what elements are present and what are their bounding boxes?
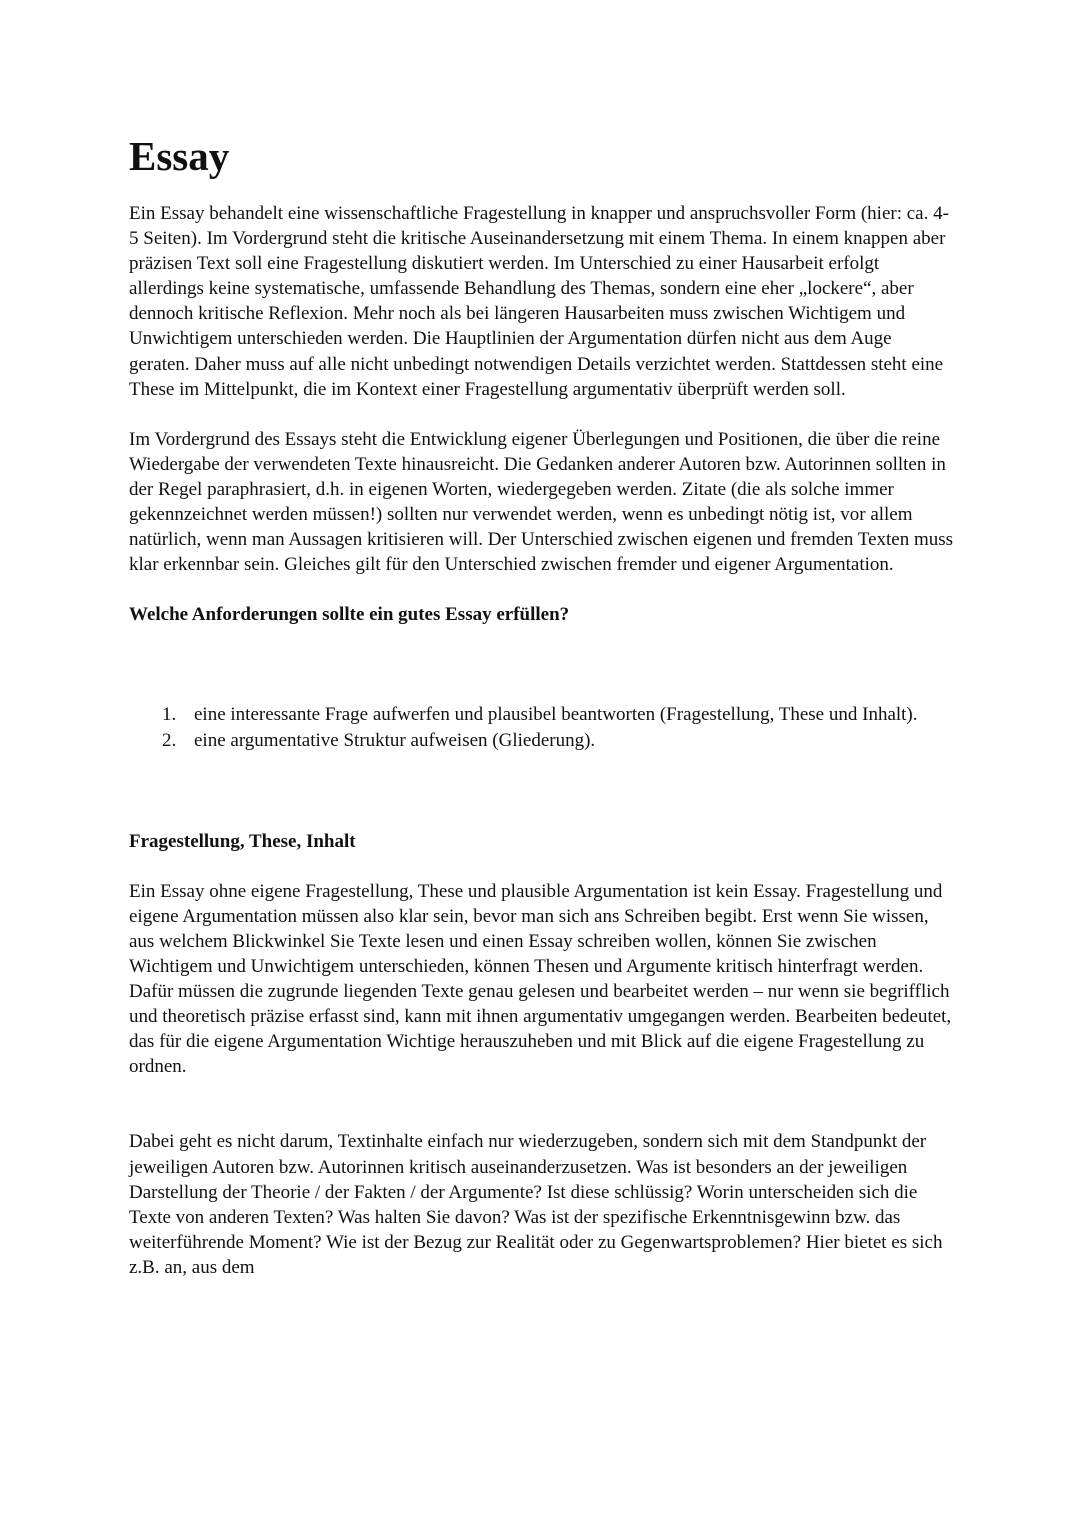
section-heading: Fragestellung, These, Inhalt [129,830,356,852]
list-item-text: eine argumentative Struktur aufweisen (Gliederung). [194,729,596,751]
requirements-list [129,702,955,752]
section-paragraph-1: Ein Essay ohne eigene Fragestellung, These und plausible Argumentation ist kein Essay. Fragestellung und eigene Argumentation müssen also klar sein, bevor man sich ans Schreiben begibt. Erst wenn Sie wissen, aus welchem Blickwinkel Sie Texte lesen und einen Essay schreiben wollen, können Sie zwischen Wichtigem und Unwichtigem unterschieden, können Thesen und Argumente kritisch hinterfragt werden. Dafür müssen die zugrunde liegenden Texte genau gelesen und bearbeitet werden – nur wenn sie begrifflich und theoretisch präzise erfasst sind, kann mit ihnen argumentativ umgegangen werden. Bearbeiten bedeutet, das für die eigene Argumentation Wichtige herauszuheben und mit Blick auf die eigene Fragestellung zu ordnen. [129,880,952,1078]
list-item [129,728,955,753]
list-item-text: eine interessante Frage aufwerfen und plausibel beantworten (Fragestellung, These und Inhalt). [194,704,918,726]
section-paragraph-2: Dabei geht es nicht darum, Textinhalte einfach nur wiederzugeben, sondern sich mit dem Standpunkt der jeweiligen Autoren bzw. Autorinnen kritisch auseinanderzusetzen. Was ist besonders an der jeweiligen Darstellung der Theorie / der Fakten / der Argumente? Ist diese schlüssig? Worin unterscheiden sich die Texte von anderen Texten? Was halten Sie davon? Was ist der spezifische Erkenntnisgewinn bzw. das weiterführende Moment? Wie ist der Bezug zur Realität oder zu Gegenwartsproblemen? Hier bietet es sich z.B. an, aus dem [129,1131,943,1278]
document-page [129,128,955,1280]
document-title: Essay [129,133,230,179]
list-item-number: 2. [162,729,177,751]
list-item-number: 1. [162,704,177,726]
intro-paragraph-1: Ein Essay behandelt eine wissenschaftliche Fragestellung in knapper und anspruchsvoller Form (hier: ca. 4-5 Seiten). Im Vordergrund steht die kritische Auseinandersetzung mit einem Thema. In einem knappen aber präzisen Text soll eine Fragestellung diskutiert werden. Im Unterschied zu einer Hausarbeit erfolgt allerdings keine systematische, umfassende Behandlung des Themas, sondern eine eher „lockere“, aber dennoch kritische Reflexion. Mehr noch als bei längeren Hausarbeiten muss zwischen Wichtigem und Unwichtigem unterschieden werden. Die Hauptlinien der Argumentation dürfen nicht aus dem Auge geraten. Daher muss auf alle nicht unbedingt notwendigen Details verzichtet werden. Stattdessen steht eine These im Mittelpunkt, die im Kontext einer Fragestellung argumentativ überprüft werden soll. [129,203,949,400]
requirements-heading: Welche Anforderungen sollte ein gutes Essay erfüllen? [129,604,570,626]
list-item [129,702,955,727]
intro-paragraph-2: Im Vordergrund des Essays steht die Entwicklung eigener Überlegungen und Positionen, die über die reine Wiedergabe der verwendeten Texte hinausreicht. Die Gedanken anderer Autoren bzw. Autorinnen sollten in der Regel paraphrasiert, d.h. in eigenen Worten, wiedergegeben werden. Zitate (die als solche immer gekennzeichnet werden müssen!) sollten nur verwendet werden, wenn es unbedingt nötig ist, vor allem natürlich, wenn man Aussagen kritisieren will. Der Unterschied zwischen eigenen und fremden Texten muss klar erkennbar sein. Gleiches gilt für den Unterschied zwischen fremder und eigener Argumentation. [129,428,954,576]
